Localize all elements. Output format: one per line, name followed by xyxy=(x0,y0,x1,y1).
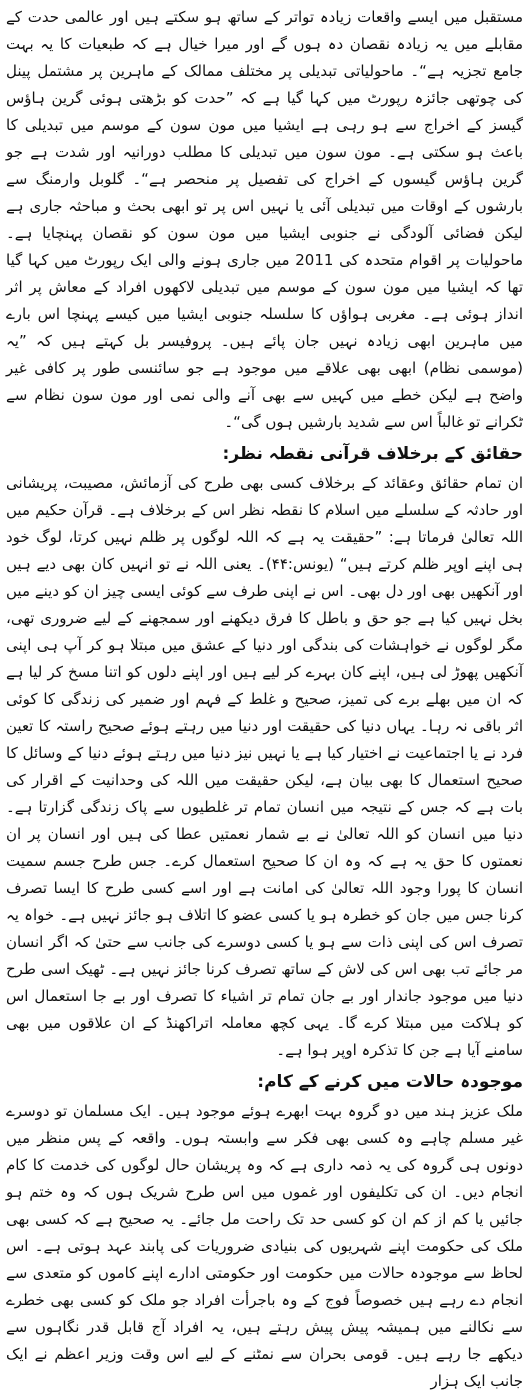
article-paragraph-quranic-view: ان تمام حقائق وعقائد کے برخلاف کسی بھی طرح کی آزمائش، مصیبت، پریشانی اور حادثہ کے سلسلے میں اسلام کا نقطہ نظر اس کے برخلاف ہے۔ قرآن حکیم میں اللہ تعالیٰ فرماتا ہے: ”حقیقت یہ ہے کہ اللہ لوگوں پر ظلم نہیں کرتا، لوگ خود ہی اپنے اوپر ظلم کرتے ہیں“ (یونس:۴۴)۔ یعنی اللہ نے تو انہیں کان بھی دیے ہیں اور آنکھیں بھی اور دل بھی۔ اس نے اپنی طرف سے کوئی ایسی چیز ان کو دینے میں بخل نہیں کیا ہے جو حق و باطل کا فرق دیکھنے اور سمجھنے کے لیے ضروری تھی، مگر لوگوں نے خواہشات کی بندگی اور دنیا کے عشق میں مبتلا ہو کر آپ ہی اپنی آنکھیں پھوڑ لی ہیں، اپنے کان بہرے کر لیے ہیں اور اپنے دلوں کو اتنا مسخ کر لیا ہے کہ ان میں بھلے برے کی تمیز، صحیح و غلط کے فہم اور ضمیر کی زندگی کا کوئی اثر باقی نہ رہا۔ یہاں دنیا کی حقیقت اور دنیا میں رہتے ہوئے صحیح راستہ کا تعین فرد نے یا اجتماعیت نے اختیار کیا ہے یا نہیں نیز دنیا میں رہتے ہوئے دنیا کے وسائل کا صحیح استعمال کا بھی بیان ہے، لیکن حقیقت میں اللہ کی وحدانیت کے اقرار کی بات ہے کہ جس کے نتیجہ میں انسان تمام تر غلطیوں سے پاک زندگی گزارتا ہے۔ دنیا میں انسان کو اللہ تعالیٰ نے بے شمار نعمتیں عطا کی ہیں اور انسان پر ان نعمتوں کا حق یہ ہے کہ وہ ان کا صحیح استعمال کرے۔ جس طرح جسم سمیت انسان کا پورا وجود اللہ تعالیٰ کی امانت ہے اور اسے کسی طرح کا ایسا تصرف کرنا جس میں جان کو خطرہ ہو یا کسی عضو کا اتلاف ہو جائز نہیں ہے۔ خواہ یہ تصرف اس کی اپنی ذات سے ہو یا کسی دوسرے کی جانب سے حتیٰ کہ اگر انسان مر جائے تب بھی اس کی لاش کے ساتھ تصرف کرنا جائز نہیں ہے۔ ٹھیک اسی طرح دنیا میں موجود جاندار اور بے جان تمام تر اشیاء کا تصرف اور بے جا استعمال اس کو ہلاکت میں مبتلا کرے گا۔ یہی کچھ معاملہ اتراکھنڈ کے ان علاقوں میں بھی سامنے آیا ہے جن کا تذکرہ اوپر ہوا ہے۔ xyxy=(6,474,523,1059)
article-paragraph-climate: مستقبل میں ایسے واقعات زیادہ تواتر کے ساتھ ہو سکتے ہیں اور عالمی حدت کے مقابلے میں یہ زیادہ نقصان دہ ہوں گے اور میرا خیال ہے کہ طبعیات کا یہ بہت جامع تجزیہ ہے“۔ ماحولیاتی تبدیلی پر مختلف ممالک کے ماہرین پر مشتمل پینل کی چوتھی جائزہ رپورٹ میں کہا گیا ہے کہ ”حدت کو بڑھتی ہوئی گرین ہاؤس گیسز کے اخراج سے ہو رہی ہے ایشیا میں مون سون کے موسم میں تبدیلی کا باعث ہو سکتی ہے۔ مون سون میں تبدیلی کا مطلب دورانیہ اور شدت ہے جو گرین ہاؤس گیسوں کے اخراج کی تفصیل پر منحصر ہے“۔ گلوبل وارمنگ سے بارشوں کے اوقات میں تبدیلی آئی یا نہیں اس پر تو ابھی بحث و مباحثہ جاری ہے لیکن فضائی آلودگی نے جنوبی ایشیا میں مون سون کو نقصان پہنچایا ہے۔ ماحولیات پر اقوام متحدہ کی 2011 میں جاری ہونے والی ایک رپورٹ میں کہا گیا تھا کہ ایشیا میں مون سون کے موسم میں تبدیلی لاکھوں افراد کے معاش پر اثر انداز ہوئی ہے۔ مغربی ہواؤں کا سلسلہ جنوبی ایشیا میں کیسے پہنچا اس بارے میں ماہرین ابھی زیادہ نہیں جان پائے ہیں۔ پروفیسر بل کہتے ہیں کہ ”یہ (موسمی نظام) ابھی بھی علاقے میں موجود ہے جو سائنسی طور پر کافی غیر واضح ہے لیکن خطے میں کہیں سے بھی آنے والی نمی اور مون سون نظام سے ٹکرانے تو غالباً اس سے شدید بارشیں ہوں گی“۔ xyxy=(6,8,523,431)
section-heading-quranic-view: حقائق کے برخلاف قرآنی نقطہ نظر: xyxy=(222,444,523,464)
article-paragraph-current-tasks: ملک عزیز ہند میں دو گروہ بہت ابھرے ہوئے موجود ہیں۔ ایک مسلمان تو دوسرے غیر مسلم چاہے وہ کسی بھی فکر سے وابستہ ہوں۔ واقعہ کے پس منظر میں دونوں ہی گروہ کی یہ ذمہ داری ہے کہ وہ پریشان حال لوگوں کی خدمت کا کام انجام دیں۔ ان کی تکلیفوں اور غموں میں اس طرح شریک ہوں کہ وہ ختم ہو جائیں یا کم از کم ان کو کسی حد تک راحت مل جائے۔ یہ صحیح ہے کہ کسی بھی ملک کی حکومت اپنے شہریوں کی بنیادی ضروریات کی پابند عہد ہوتی ہے۔ اس لحاظ سے موجودہ حالات میں حکومت اور حکومتی ادارے اپنے کاموں کو متعدی سے انجام دے رہے ہیں خصوصاً فوج کے وہ باجرأت افراد جو ملک کو کسی بھی خطرے سے نکالنے میں ہمیشہ پیش پیش رہتے ہیں، یہ افراد آج قابل قدر نگاہوں سے دیکھے جا رہے ہیں۔ قومی بحران سے نمٹنے کے لیے اس وقت وزیر اعظم نے ایک جانب ایک ہزار xyxy=(6,1102,523,1390)
section-heading-current-tasks: موجودہ حالات میں کرنے کے کام: xyxy=(257,1072,523,1092)
